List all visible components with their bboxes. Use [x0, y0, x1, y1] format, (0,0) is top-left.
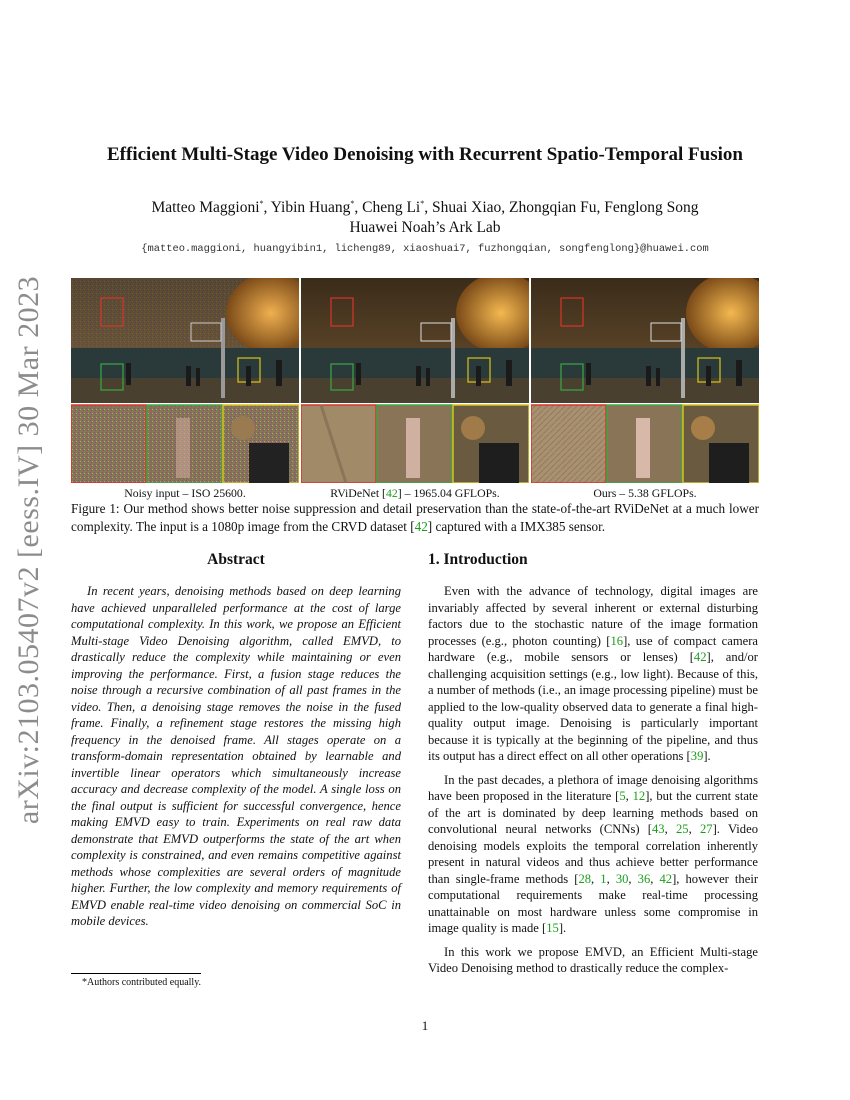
- page-number: 1: [421, 1018, 429, 1033]
- paragraph-text: ,: [591, 871, 601, 886]
- paragraph-text: ,: [650, 871, 660, 886]
- footnote-rule: [71, 973, 201, 974]
- paragraph-text: ].: [558, 921, 567, 935]
- panel-noisy-input: [71, 278, 299, 483]
- paragraph-text: ], but the current state of the art is dominated by deep learning methods based on convolutional neural networks (CNNs) [: [428, 789, 758, 836]
- panel-rvidenet: [301, 278, 529, 483]
- citation-link[interactable]: 28: [578, 871, 592, 886]
- footnote: *Authors contributed equally.: [82, 977, 202, 988]
- panel-ours: [531, 278, 759, 483]
- author-name: Cheng Li: [362, 199, 421, 217]
- citation-link[interactable]: 42: [385, 486, 398, 500]
- introduction-heading: 1. Introduction: [428, 551, 528, 568]
- intro-paragraph-1: [428, 583, 758, 765]
- author-list: Matteo Maggioni*, Yibin Huang*, Cheng Li*, Shuai Xiao, Zhongqian Fu, Fenglong Song: [151, 199, 699, 217]
- citation-link[interactable]: 16: [610, 633, 624, 648]
- citation-link[interactable]: 30: [615, 871, 629, 886]
- equal-contrib-mark: *: [420, 199, 425, 208]
- author-name: Shuai Xiao, Zhongqian Fu, Fenglong Song: [432, 199, 699, 217]
- paragraph-text: ,: [625, 789, 633, 803]
- paragraph-text: ,: [628, 871, 638, 886]
- figure-caption: Figure 1: Our method shows better noise suppression and detail preservation than the state-of-the-art RViDeNet at a much lower complexity. The input is a 1080p image from the CRVD dataset [42] captured with a IMX385 sensor.: [71, 501, 759, 534]
- panel-label-rvidenet: RViDeNet [42] – 1965.04 GFLOPs.: [330, 486, 500, 500]
- abstract-text: In recent years, denoising methods based on deep learning have achieved unparalleled performance at the cost of large computational complexity. In this work, we propose an Efficient Multi-stage Video Denoising algorithm, called EMVD, to drastically reduce the complexity while maintaining or even improving the performance. First, a fusion stage reduces the noise through a recursive combination of all past frames in the video. Then, a denoising stage removes the noise in the fused frame. Finally, a refinement stage restores the missing high frequency in the denoised frame. All stages operate on a transform-domain representation obtained by learnable and invertible linear operators which simultaneously increase accuracy and decrease complexity of the model. A single loss on the final output is sufficient for successful convergence, hence making EMVD easy to train. Experiments on real raw data demonstrate that EMVD outperforms the state of the art when complexity is constrained, and even remains competitive against methods whose complexities are several orders of magnitude higher. Further, the low complexity and memory requirements of EMVD enable real-time video denoising on commercial SoC in mobile devices.: [71, 584, 401, 928]
- figure-1: [71, 278, 759, 483]
- noisy-input-image: [71, 278, 299, 483]
- paragraph-text: Even with the advance of technology, digital images are invariably affected by several inherent or external disturbing factors due to the stochastic nature of the image formation processes (e.g., photon counting) [: [428, 584, 758, 648]
- arxiv-id: arXiv:2103.05407v2 [eess.IV] 30 Mar 2023: [12, 275, 45, 825]
- abstract-heading: Abstract: [207, 551, 265, 568]
- intro-paragraph-3: In this work we propose EMVD, an Efficient Multi-stage Video Denoising method to drastically reduce the complex-: [428, 944, 758, 975]
- paragraph-text: ,: [688, 822, 700, 836]
- affiliation: Huawei Noah’s Ark Lab: [349, 219, 501, 236]
- author-name: Matteo Maggioni: [151, 199, 260, 217]
- panel-label-noisy: Noisy input – ISO 25600.: [124, 486, 246, 500]
- paragraph-text: ], and/or challenging acquisition settings (e.g., low light). Because of this, a number of methods (i.e., an image processing pipeline) must be applied to the low-quality observed data to generate a final high-quality output image. Denoising is particularly important because it is typically at the beginning of the pipeline, and thus its output has a direct effect on all other operations [: [428, 650, 758, 763]
- intro-paragraph-2: [428, 772, 758, 937]
- equal-contrib-mark: *: [259, 199, 264, 208]
- author-name: Yibin Huang: [270, 199, 351, 217]
- paper-title: Efficient Multi-Stage Video Denoising with Recurrent Spatio-Temporal Fusion: [107, 144, 743, 165]
- arxiv-sidebar: [4, 275, 54, 825]
- citation-link[interactable]: 25: [676, 822, 689, 836]
- citation-link[interactable]: 43: [652, 822, 665, 836]
- paragraph-text: ,: [664, 822, 676, 836]
- paragraph-text: ,: [606, 871, 616, 886]
- citation-link[interactable]: 42: [659, 871, 673, 886]
- panel-label-ours: Ours – 5.38 GFLOPs.: [593, 486, 697, 500]
- citation-link[interactable]: 12: [632, 789, 646, 803]
- rvidenet-image: [301, 278, 529, 483]
- citation-link[interactable]: 42: [414, 519, 428, 534]
- ours-image: [531, 278, 759, 483]
- citation-link[interactable]: 42: [693, 650, 707, 664]
- introduction-body: [428, 583, 758, 984]
- citation-link[interactable]: 36: [637, 871, 651, 886]
- citation-link[interactable]: 39: [690, 749, 704, 763]
- author-emails: {matteo.maggioni, huangyibin1, licheng89, xiaoshuai7, fuzhongqian, songfenglong}@huawei.com: [141, 243, 709, 255]
- paragraph-text: In the past decades, a plethora of image denoising algorithms have been proposed in the literature [: [428, 772, 758, 803]
- citation-link[interactable]: 5: [619, 789, 626, 803]
- paragraph-text: ]. Video denoising models exploits the temporal correlation inherently present in natural videos and thus achieve better performance than single-frame methods [: [428, 822, 758, 886]
- citation-link[interactable]: 27: [700, 822, 713, 836]
- paragraph-text: ].: [703, 749, 711, 763]
- paragraph-text: ], use of compact camera hardware (e.g., mobile sensors or lenses) [: [428, 633, 758, 664]
- equal-contrib-mark: *: [350, 199, 355, 208]
- citation-link[interactable]: 15: [546, 921, 559, 935]
- paragraph-text: ], however their computational requirements make real-time processing unattainable on most hardware unless some compromise in image quality is made [: [428, 871, 759, 935]
- citation-link[interactable]: 1: [600, 871, 607, 886]
